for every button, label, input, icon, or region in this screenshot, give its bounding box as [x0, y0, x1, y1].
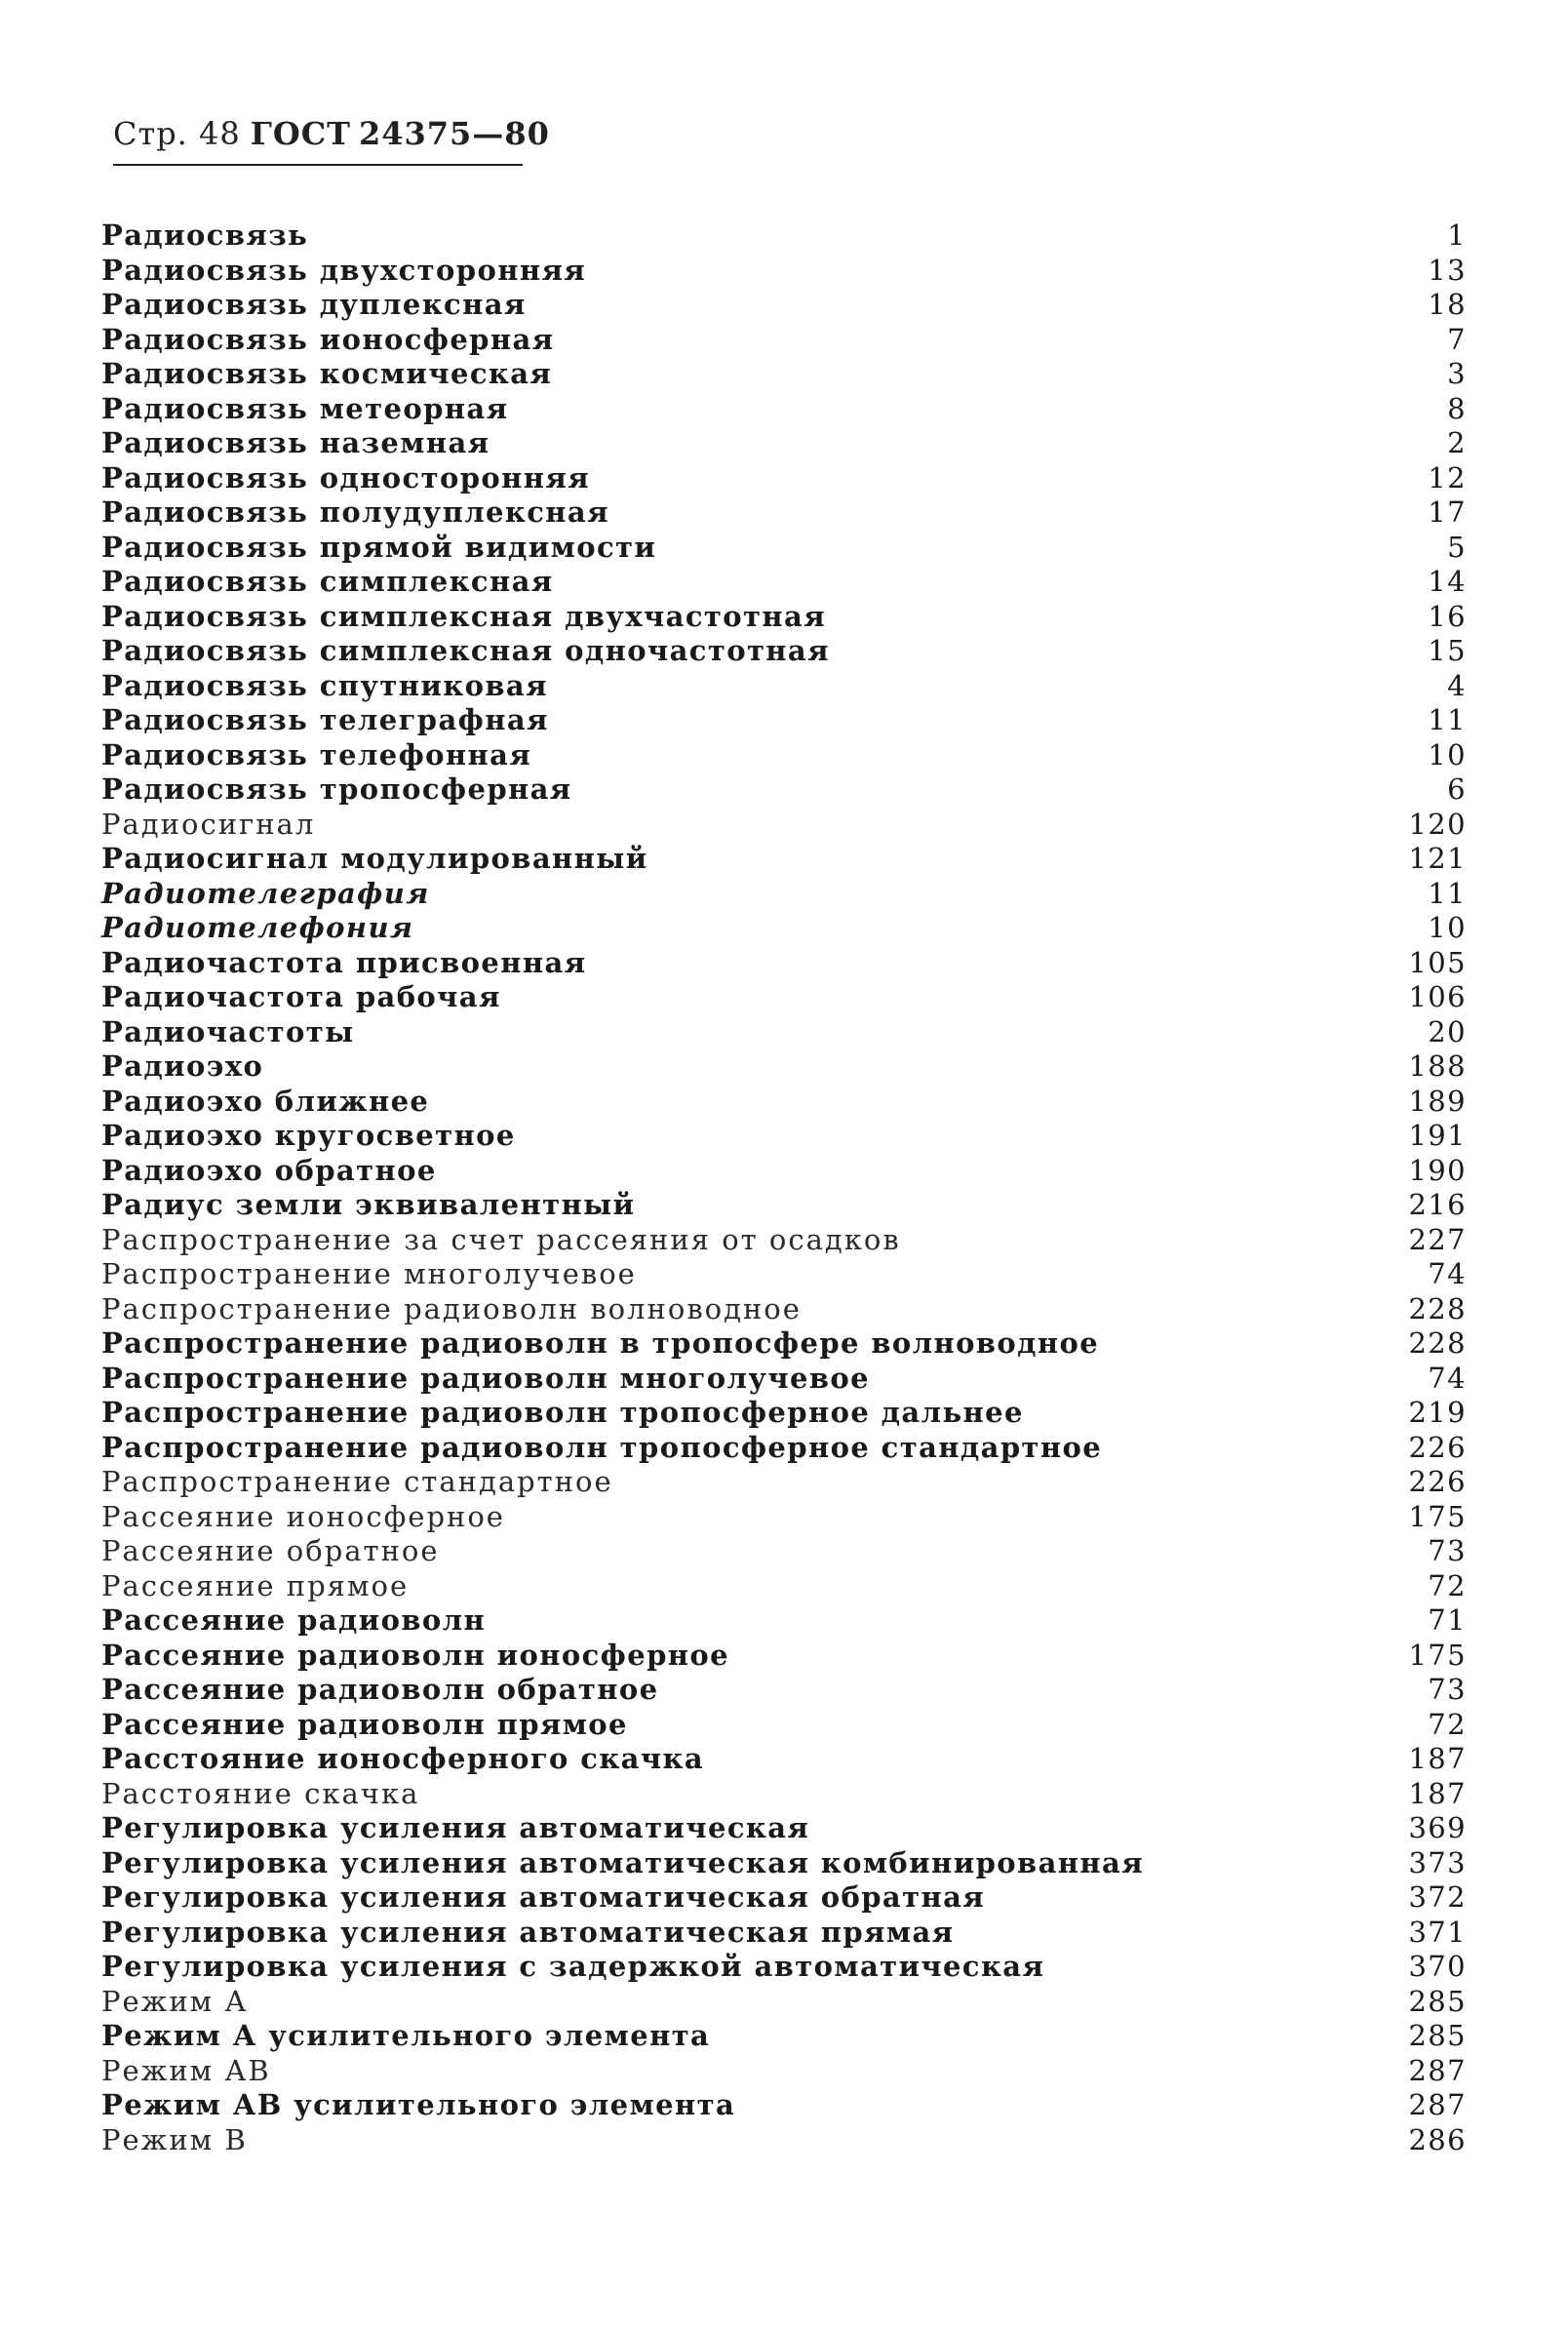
- index-term: Радиосвязь телеграфная: [101, 703, 549, 736]
- index-ref-number: 71: [1428, 1603, 1467, 1637]
- index-ref-number: 370: [1408, 1950, 1467, 1983]
- index-term: Радиосвязь дуплексная: [101, 288, 527, 321]
- index-ref-number: 105: [1408, 945, 1467, 979]
- index-ref-number: 373: [1408, 1845, 1467, 1879]
- index-term: Распространение радиоволн в тропосфере волноводное: [101, 1326, 1100, 1360]
- index-term: Радиочастота рабочая: [101, 980, 501, 1013]
- index-term: Радиус земли эквивалентный: [101, 1188, 636, 1221]
- index-entry: [101, 1292, 1467, 1327]
- index-entry: [101, 2054, 1467, 2089]
- index-ref-number: 72: [1428, 1707, 1467, 1741]
- index-ref-number: 190: [1408, 1153, 1467, 1187]
- index-ref-number: 11: [1428, 876, 1467, 910]
- index-ref-number: 74: [1428, 1257, 1467, 1290]
- index-term: Радиосвязь метеорная: [101, 391, 509, 425]
- index-entry: [101, 1880, 1467, 1916]
- index-ref-number: 189: [1408, 1084, 1467, 1118]
- index-ref-number: 285: [1408, 2019, 1467, 2052]
- index-term: Регулировка усиления автоматическая прямая: [101, 1915, 955, 1949]
- index-entry: [101, 1742, 1467, 1777]
- index-ref-number: 18: [1428, 288, 1467, 321]
- index-term: Распространение многолучевое: [101, 1257, 637, 1290]
- index-entry: [101, 1015, 1467, 1050]
- index-term: Регулировка усиления автоматическая комбинированная: [101, 1845, 1145, 1879]
- index-entry: [101, 842, 1467, 877]
- index-entry: [101, 1950, 1467, 1985]
- index-ref-number: 72: [1428, 1568, 1467, 1602]
- index-ref-number: 10: [1428, 911, 1467, 944]
- index-ref-number: 4: [1447, 668, 1467, 702]
- index-ref-number: 74: [1428, 1361, 1467, 1395]
- index-entry: [101, 600, 1467, 635]
- index-ref-number: 15: [1428, 634, 1467, 667]
- index-entry: [101, 565, 1467, 600]
- index-term: Радиосигнал модулированный: [101, 842, 648, 875]
- index-entry: [101, 426, 1467, 461]
- index-entry: [101, 772, 1467, 808]
- index-entry: [101, 1534, 1467, 1569]
- index-term: Рассеяние ионосферное: [101, 1499, 505, 1533]
- index-ref-number: 219: [1408, 1396, 1467, 1429]
- index-ref-number: 106: [1408, 980, 1467, 1013]
- index-entry: [101, 392, 1467, 427]
- index-term: Рассеяние прямое: [101, 1568, 410, 1602]
- index-term: Рассеяние радиоволн ионосферное: [101, 1638, 729, 1672]
- index-term: Радиоэхо ближнее: [101, 1084, 430, 1118]
- term-index-list: [101, 218, 1467, 2157]
- index-term: Радиосвязь космическая: [101, 357, 553, 390]
- index-term: Радиосигнал: [101, 807, 316, 841]
- index-ref-number: 175: [1408, 1499, 1467, 1533]
- index-term: Распространение радиоволн тропосферное дальнее: [101, 1396, 1024, 1429]
- index-term: Рассеяние радиоволн: [101, 1603, 487, 1637]
- index-ref-number: 286: [1408, 2122, 1467, 2156]
- index-ref-number: 227: [1408, 1222, 1467, 1256]
- index-term: Распространение стандартное: [101, 1465, 613, 1498]
- page-number-label: Стр. 48: [113, 115, 241, 152]
- index-entry: [101, 1673, 1467, 1708]
- index-entry: [101, 911, 1467, 946]
- index-ref-number: 73: [1428, 1534, 1467, 1567]
- index-entry: [101, 738, 1467, 773]
- index-entry: [101, 2123, 1467, 2158]
- index-term: Радиосвязь симплексная: [101, 565, 554, 598]
- index-term: Радиосвязь телефонная: [101, 737, 532, 771]
- index-entry: [101, 288, 1467, 323]
- index-term: Радиосвязь: [101, 218, 309, 252]
- index-ref-number: 285: [1408, 1984, 1467, 2018]
- index-entry: [101, 531, 1467, 566]
- index-term: Радиочастота присвоенная: [101, 945, 587, 979]
- index-term: Радиосвязь симплексная двухчастотная: [101, 599, 827, 633]
- index-entry: [101, 357, 1467, 392]
- index-entry: [101, 218, 1467, 254]
- index-term: Режим А: [101, 1984, 249, 2018]
- index-term: Регулировка усиления автоматическая обратная: [101, 1880, 986, 1914]
- index-ref-number: 73: [1428, 1673, 1467, 1706]
- index-entry: [101, 1985, 1467, 2020]
- index-ref-number: 1: [1447, 218, 1467, 252]
- index-entry: [101, 669, 1467, 704]
- standard-label: ГОСТ: [250, 115, 351, 152]
- index-entry: [101, 254, 1467, 289]
- index-term: Режим В: [101, 2122, 248, 2156]
- index-term: Распространение радиоволн тропосферное стандартное: [101, 1430, 1103, 1464]
- index-ref-number: 17: [1428, 495, 1467, 529]
- index-ref-number: 8: [1447, 391, 1467, 425]
- index-entry: [101, 1708, 1467, 1743]
- index-entry: [101, 2019, 1467, 2054]
- index-ref-number: 187: [1408, 1776, 1467, 1810]
- index-term: Расстояние ионосферного скачка: [101, 1742, 705, 1775]
- index-entry: [101, 2088, 1467, 2123]
- index-term: Радиоэхо: [101, 1049, 264, 1083]
- index-term: Радиосвязь полудуплексная: [101, 495, 609, 529]
- page-header: [113, 115, 550, 152]
- index-ref-number: 13: [1428, 253, 1467, 287]
- index-term: Радиосвязь прямой видимости: [101, 530, 657, 564]
- index-ref-number: 12: [1428, 460, 1467, 494]
- index-entry: [101, 1846, 1467, 1881]
- index-term: Регулировка усиления автоматическая: [101, 1811, 810, 1844]
- index-ref-number: 228: [1408, 1326, 1467, 1360]
- index-ref-number: 369: [1408, 1811, 1467, 1844]
- index-entry: [101, 1431, 1467, 1466]
- index-entry: [101, 1085, 1467, 1120]
- index-term: Радиотелефония: [101, 911, 414, 944]
- header-rule: [113, 164, 523, 166]
- index-entry: [101, 495, 1467, 531]
- index-entry: [101, 1049, 1467, 1085]
- index-entry: [101, 1154, 1467, 1189]
- index-term: Радиоэхо обратное: [101, 1153, 437, 1187]
- index-ref-number: 16: [1428, 599, 1467, 633]
- index-entry: [101, 1119, 1467, 1154]
- index-entry: [101, 1465, 1467, 1500]
- index-ref-number: 14: [1428, 565, 1467, 598]
- index-term: Распространение за счет рассеяния от осадков: [101, 1222, 901, 1256]
- index-entry: [101, 703, 1467, 738]
- index-entry: [101, 1362, 1467, 1397]
- index-entry: [101, 1500, 1467, 1535]
- index-ref-number: 287: [1408, 2088, 1467, 2121]
- index-term: Регулировка усиления с задержкой автоматическая: [101, 1950, 1045, 1983]
- index-term: Расстояние скачка: [101, 1776, 420, 1810]
- index-term: Радиосвязь двухсторонняя: [101, 253, 587, 287]
- index-ref-number: 2: [1447, 426, 1467, 459]
- index-ref-number: 287: [1408, 2053, 1467, 2087]
- index-ref-number: 121: [1408, 842, 1467, 875]
- index-ref-number: 11: [1428, 703, 1467, 736]
- index-term: Радиосвязь наземная: [101, 426, 490, 459]
- index-entry: [101, 1777, 1467, 1812]
- index-term: Режим А усилительного элемента: [101, 2019, 711, 2052]
- index-ref-number: 226: [1408, 1465, 1467, 1498]
- index-term: Рассеяние радиоволн прямое: [101, 1707, 628, 1741]
- index-entry: [101, 1811, 1467, 1846]
- index-entry: [101, 1326, 1467, 1362]
- standard-number: 24375—80: [358, 115, 550, 152]
- index-entry: [101, 1916, 1467, 1951]
- index-term: Радиосвязь тропосферная: [101, 772, 572, 806]
- index-ref-number: 226: [1408, 1430, 1467, 1464]
- index-entry: [101, 808, 1467, 843]
- index-entry: [101, 461, 1467, 496]
- index-entry: [101, 1639, 1467, 1674]
- index-ref-number: 188: [1408, 1049, 1467, 1083]
- index-entry: [101, 946, 1467, 981]
- index-term: Радиотелеграфия: [101, 876, 430, 910]
- index-entry: [101, 634, 1467, 669]
- index-term: Радиосвязь спутниковая: [101, 668, 548, 702]
- index-ref-number: 20: [1428, 1014, 1467, 1048]
- index-term: Режим АВ: [101, 2053, 271, 2087]
- index-entry: [101, 1257, 1467, 1292]
- index-term: Рассеяние обратное: [101, 1534, 440, 1567]
- index-ref-number: 120: [1408, 807, 1467, 841]
- index-entry: [101, 1396, 1467, 1431]
- index-entry: [101, 323, 1467, 358]
- index-ref-number: 187: [1408, 1742, 1467, 1775]
- index-entry: [101, 980, 1467, 1015]
- index-ref-number: 175: [1408, 1638, 1467, 1672]
- index-term: Радиосвязь симплексная одночастотная: [101, 634, 830, 667]
- index-ref-number: 10: [1428, 737, 1467, 771]
- index-term: Радиочастоты: [101, 1014, 355, 1048]
- index-entry: [101, 1569, 1467, 1604]
- index-term: Распространение радиоволн многолучевое: [101, 1361, 870, 1395]
- index-term: Радиосвязь односторонняя: [101, 460, 591, 494]
- index-ref-number: 228: [1408, 1291, 1467, 1325]
- index-ref-number: 371: [1408, 1915, 1467, 1949]
- index-entry: [101, 1603, 1467, 1639]
- index-ref-number: 7: [1447, 322, 1467, 356]
- index-ref-number: 6: [1447, 772, 1467, 806]
- index-ref-number: 191: [1408, 1119, 1467, 1152]
- index-entry: [101, 1223, 1467, 1258]
- index-entry: [101, 877, 1467, 912]
- index-term: Радиосвязь ионосферная: [101, 322, 555, 356]
- index-ref-number: 372: [1408, 1880, 1467, 1914]
- index-term: Радиоэхо кругосветное: [101, 1119, 516, 1152]
- index-term: Режим АВ усилительного элемента: [101, 2088, 736, 2121]
- index-ref-number: 5: [1447, 530, 1467, 564]
- index-ref-number: 216: [1408, 1188, 1467, 1221]
- index-term: Рассеяние радиоволн обратное: [101, 1673, 659, 1706]
- index-entry: [101, 1188, 1467, 1223]
- index-ref-number: 3: [1447, 357, 1467, 390]
- index-term: Распространение радиоволн волноводное: [101, 1291, 802, 1325]
